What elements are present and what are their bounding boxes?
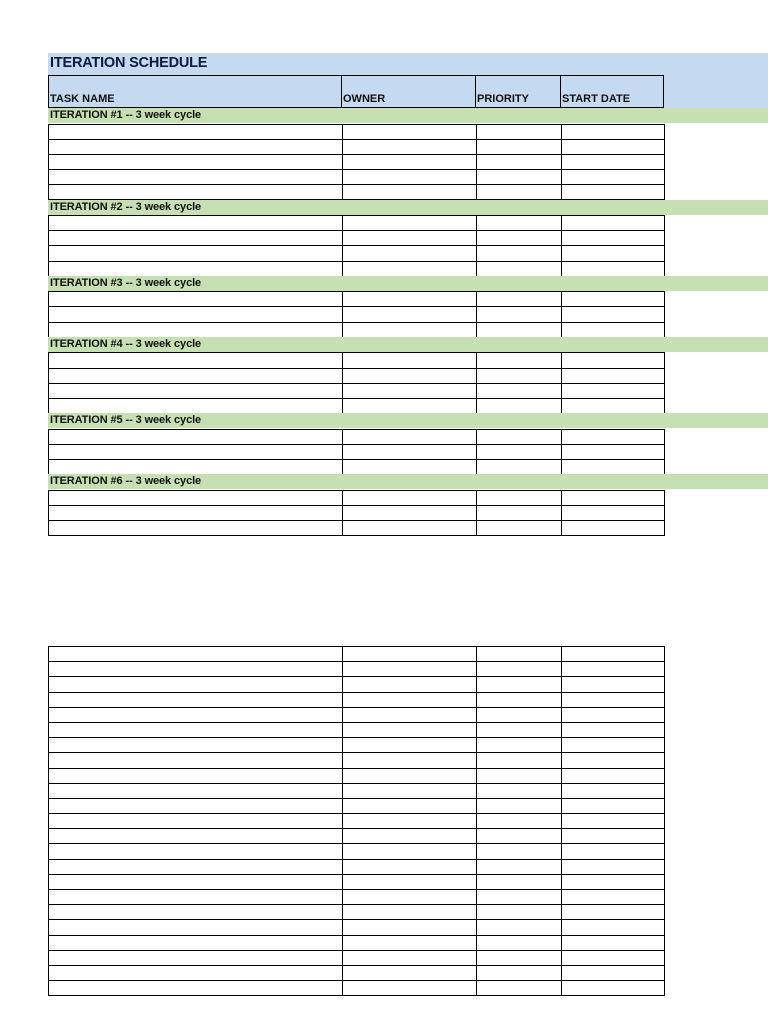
priority-cell[interactable] — [477, 368, 562, 383]
start-date-cell[interactable] — [562, 261, 665, 276]
owner-cell[interactable] — [343, 216, 477, 231]
table-row — [49, 185, 665, 200]
start-date-cell[interactable] — [562, 398, 665, 413]
priority-cell[interactable] — [477, 292, 562, 307]
start-date-cell[interactable] — [562, 429, 665, 444]
task-name-cell[interactable] — [49, 920, 343, 935]
start-date-cell[interactable] — [562, 798, 665, 813]
priority-cell[interactable] — [477, 753, 562, 768]
task-name-cell[interactable] — [49, 292, 343, 307]
task-name-cell[interactable] — [49, 261, 343, 276]
priority-cell[interactable] — [477, 707, 562, 722]
table-row — [49, 383, 665, 398]
owner-cell[interactable] — [343, 662, 477, 677]
iteration-label: ITERATION #3 -- 3 week cycle — [50, 276, 202, 289]
table-row — [49, 124, 665, 139]
start-date-cell[interactable] — [562, 859, 665, 874]
start-date-cell[interactable] — [562, 677, 665, 692]
priority-cell[interactable] — [477, 231, 562, 246]
priority-cell[interactable] — [477, 662, 562, 677]
start-date-cell[interactable] — [562, 829, 665, 844]
task-name-cell[interactable] — [49, 844, 343, 859]
table-row — [49, 829, 665, 844]
start-date-cell[interactable] — [562, 170, 665, 185]
table-row — [49, 965, 665, 980]
start-date-cell[interactable] — [562, 322, 665, 337]
priority-cell[interactable] — [477, 124, 562, 139]
table-row — [49, 707, 665, 722]
task-name-cell[interactable] — [49, 383, 343, 398]
table-row — [49, 890, 665, 905]
task-name-cell[interactable] — [49, 521, 343, 536]
iteration-label: ITERATION #4 -- 3 week cycle — [50, 337, 202, 350]
task-name-cell[interactable] — [49, 231, 343, 246]
start-date-cell[interactable] — [562, 505, 665, 520]
iteration-label: ITERATION #5 -- 3 week cycle — [50, 414, 202, 427]
owner-cell[interactable] — [343, 768, 477, 783]
priority-cell[interactable] — [477, 398, 562, 413]
start-date-cell[interactable] — [562, 216, 665, 231]
priority-cell[interactable] — [477, 429, 562, 444]
owner-cell[interactable] — [343, 965, 477, 980]
owner-cell[interactable] — [343, 981, 477, 996]
priority-cell[interactable] — [477, 139, 562, 154]
owner-cell[interactable] — [343, 460, 477, 475]
task-name-cell[interactable] — [49, 246, 343, 261]
task-name-cell[interactable] — [49, 722, 343, 737]
table-row — [49, 322, 665, 337]
table-row — [49, 292, 665, 307]
iteration-6-table — [48, 490, 665, 537]
priority-cell[interactable] — [477, 383, 562, 398]
start-date-cell[interactable] — [562, 753, 665, 768]
table-row — [49, 753, 665, 768]
owner-cell[interactable] — [343, 798, 477, 813]
task-name-cell[interactable] — [49, 874, 343, 889]
task-name-cell[interactable] — [49, 950, 343, 965]
task-name-cell[interactable] — [49, 905, 343, 920]
table-row — [49, 798, 665, 813]
start-date-cell[interactable] — [562, 154, 665, 169]
column-header-priority: PRIORITY — [475, 75, 561, 108]
iteration-label: ITERATION #1 -- 3 week cycle — [50, 109, 202, 121]
table-row — [49, 368, 665, 383]
priority-cell[interactable] — [477, 307, 562, 322]
table-row — [49, 505, 665, 520]
priority-cell[interactable] — [477, 460, 562, 475]
table-row — [49, 353, 665, 368]
priority-cell[interactable] — [477, 920, 562, 935]
start-date-cell[interactable] — [562, 292, 665, 307]
start-date-cell[interactable] — [562, 738, 665, 753]
start-date-cell[interactable] — [562, 185, 665, 200]
start-date-cell[interactable] — [562, 965, 665, 980]
priority-cell[interactable] — [477, 798, 562, 813]
owner-cell[interactable] — [343, 139, 477, 154]
owner-cell[interactable] — [343, 292, 477, 307]
start-date-cell[interactable] — [562, 353, 665, 368]
iteration-label: ITERATION #6 -- 3 week cycle — [50, 475, 202, 488]
iteration-2-table — [48, 215, 665, 277]
table-row — [49, 859, 665, 874]
table-row — [49, 154, 665, 169]
task-name-cell[interactable] — [49, 444, 343, 459]
start-date-cell[interactable] — [562, 768, 665, 783]
task-name-cell[interactable] — [49, 505, 343, 520]
table-row — [49, 950, 665, 965]
start-date-cell[interactable] — [562, 647, 665, 662]
priority-cell[interactable] — [477, 261, 562, 276]
owner-cell[interactable] — [343, 322, 477, 337]
task-name-cell[interactable] — [49, 783, 343, 798]
table-row — [49, 444, 665, 459]
priority-cell[interactable] — [477, 738, 562, 753]
priority-cell[interactable] — [477, 950, 562, 965]
start-date-cell[interactable] — [562, 521, 665, 536]
table-row — [49, 246, 665, 261]
task-name-cell[interactable] — [49, 154, 343, 169]
page-title: ITERATION SCHEDULE — [50, 55, 208, 71]
start-date-cell[interactable] — [562, 124, 665, 139]
priority-cell[interactable] — [477, 722, 562, 737]
start-date-cell[interactable] — [562, 692, 665, 707]
start-date-cell[interactable] — [562, 368, 665, 383]
start-date-cell[interactable] — [562, 722, 665, 737]
owner-cell[interactable] — [343, 783, 477, 798]
priority-cell[interactable] — [477, 677, 562, 692]
task-name-cell[interactable] — [49, 398, 343, 413]
priority-cell[interactable] — [477, 490, 562, 505]
priority-cell[interactable] — [477, 905, 562, 920]
priority-cell[interactable] — [477, 874, 562, 889]
owner-cell[interactable] — [343, 677, 477, 692]
task-name-cell[interactable] — [49, 216, 343, 231]
task-name-cell[interactable] — [49, 647, 343, 662]
table-row — [49, 935, 665, 950]
priority-cell[interactable] — [477, 521, 562, 536]
table-row — [49, 307, 665, 322]
owner-cell[interactable] — [343, 353, 477, 368]
start-date-cell[interactable] — [562, 460, 665, 475]
start-date-cell[interactable] — [562, 231, 665, 246]
task-name-cell[interactable] — [49, 981, 343, 996]
start-date-cell[interactable] — [562, 844, 665, 859]
owner-cell[interactable] — [343, 521, 477, 536]
priority-cell[interactable] — [477, 829, 562, 844]
task-name-cell[interactable] — [49, 965, 343, 980]
priority-cell[interactable] — [477, 185, 562, 200]
task-name-cell[interactable] — [49, 890, 343, 905]
owner-cell[interactable] — [343, 170, 477, 185]
owner-cell[interactable] — [343, 707, 477, 722]
table-row — [49, 261, 665, 276]
task-name-cell[interactable] — [49, 185, 343, 200]
task-name-cell[interactable] — [49, 859, 343, 874]
table-row — [49, 647, 665, 662]
task-name-cell[interactable] — [49, 460, 343, 475]
priority-cell[interactable] — [477, 768, 562, 783]
priority-cell[interactable] — [477, 246, 562, 261]
iteration-3-table — [48, 291, 665, 338]
owner-cell[interactable] — [343, 935, 477, 950]
table-row — [49, 920, 665, 935]
table-row — [49, 692, 665, 707]
priority-cell[interactable] — [477, 844, 562, 859]
owner-cell[interactable] — [343, 859, 477, 874]
iteration-4-table — [48, 352, 665, 414]
column-header-start-date: START DATE — [560, 75, 664, 108]
owner-cell[interactable] — [343, 647, 477, 662]
task-name-cell[interactable] — [49, 429, 343, 444]
iteration-label: ITERATION #2 -- 3 week cycle — [50, 200, 202, 213]
start-date-cell[interactable] — [562, 814, 665, 829]
task-name-cell[interactable] — [49, 753, 343, 768]
priority-cell[interactable] — [477, 814, 562, 829]
owner-cell[interactable] — [343, 905, 477, 920]
start-date-cell[interactable] — [562, 139, 665, 154]
owner-cell[interactable] — [343, 383, 477, 398]
start-date-cell[interactable] — [562, 444, 665, 459]
owner-cell[interactable] — [343, 844, 477, 859]
owner-cell[interactable] — [343, 429, 477, 444]
priority-cell[interactable] — [477, 859, 562, 874]
task-name-cell[interactable] — [49, 738, 343, 753]
table-row — [49, 874, 665, 889]
task-name-cell[interactable] — [49, 170, 343, 185]
owner-cell[interactable] — [343, 753, 477, 768]
owner-cell[interactable] — [343, 692, 477, 707]
table-row — [49, 677, 665, 692]
table-row — [49, 783, 665, 798]
start-date-cell[interactable] — [562, 490, 665, 505]
start-date-cell[interactable] — [562, 307, 665, 322]
table-row — [49, 521, 665, 536]
start-date-cell[interactable] — [562, 383, 665, 398]
iteration-5-table — [48, 429, 665, 476]
owner-cell[interactable] — [343, 154, 477, 169]
owner-cell[interactable] — [343, 490, 477, 505]
table-row — [49, 844, 665, 859]
table-row — [49, 216, 665, 231]
task-name-cell[interactable] — [49, 662, 343, 677]
task-name-cell[interactable] — [49, 692, 343, 707]
priority-cell[interactable] — [477, 935, 562, 950]
table-row — [49, 814, 665, 829]
priority-cell[interactable] — [477, 783, 562, 798]
owner-cell[interactable] — [343, 444, 477, 459]
owner-cell[interactable] — [343, 231, 477, 246]
start-date-cell[interactable] — [562, 783, 665, 798]
owner-cell[interactable] — [343, 950, 477, 965]
table-row — [49, 139, 665, 154]
task-name-cell[interactable] — [49, 322, 343, 337]
table-row — [49, 905, 665, 920]
priority-cell[interactable] — [477, 353, 562, 368]
priority-cell[interactable] — [477, 890, 562, 905]
owner-cell[interactable] — [343, 185, 477, 200]
priority-cell[interactable] — [477, 216, 562, 231]
start-date-cell[interactable] — [562, 950, 665, 965]
table-row — [49, 738, 665, 753]
start-date-cell[interactable] — [562, 707, 665, 722]
owner-cell[interactable] — [343, 246, 477, 261]
start-date-cell[interactable] — [562, 935, 665, 950]
table-row — [49, 429, 665, 444]
owner-cell[interactable] — [343, 890, 477, 905]
task-name-cell[interactable] — [49, 798, 343, 813]
start-date-cell[interactable] — [562, 981, 665, 996]
priority-cell[interactable] — [477, 965, 562, 980]
owner-cell[interactable] — [343, 505, 477, 520]
owner-cell[interactable] — [343, 398, 477, 413]
task-name-cell[interactable] — [49, 814, 343, 829]
owner-cell[interactable] — [343, 829, 477, 844]
table-row — [49, 768, 665, 783]
table-row — [49, 490, 665, 505]
start-date-cell[interactable] — [562, 890, 665, 905]
table-row — [49, 170, 665, 185]
column-header-owner: OWNER — [341, 75, 476, 108]
priority-cell[interactable] — [477, 444, 562, 459]
blank-table — [48, 646, 665, 996]
task-name-cell[interactable] — [49, 490, 343, 505]
table-row — [49, 722, 665, 737]
task-name-cell[interactable] — [49, 829, 343, 844]
table-row — [49, 981, 665, 996]
start-date-cell[interactable] — [562, 246, 665, 261]
start-date-cell[interactable] — [562, 874, 665, 889]
start-date-cell[interactable] — [562, 920, 665, 935]
column-header-task-name: TASK NAME — [48, 75, 342, 108]
start-date-cell[interactable] — [562, 905, 665, 920]
owner-cell[interactable] — [343, 738, 477, 753]
priority-cell[interactable] — [477, 647, 562, 662]
priority-cell[interactable] — [477, 154, 562, 169]
owner-cell[interactable] — [343, 261, 477, 276]
task-name-cell[interactable] — [49, 768, 343, 783]
iteration-1-table — [48, 124, 665, 201]
task-name-cell[interactable] — [49, 307, 343, 322]
priority-cell[interactable] — [477, 981, 562, 996]
owner-cell[interactable] — [343, 814, 477, 829]
owner-cell[interactable] — [343, 368, 477, 383]
table-row — [49, 662, 665, 677]
table-row — [49, 398, 665, 413]
task-name-cell[interactable] — [49, 707, 343, 722]
priority-cell[interactable] — [477, 322, 562, 337]
owner-cell[interactable] — [343, 307, 477, 322]
start-date-cell[interactable] — [562, 662, 665, 677]
task-name-cell[interactable] — [49, 124, 343, 139]
priority-cell[interactable] — [477, 170, 562, 185]
task-name-cell[interactable] — [49, 935, 343, 950]
owner-cell[interactable] — [343, 920, 477, 935]
owner-cell[interactable] — [343, 722, 477, 737]
table-row — [49, 231, 665, 246]
owner-cell[interactable] — [343, 874, 477, 889]
task-name-cell[interactable] — [49, 368, 343, 383]
table-row — [49, 460, 665, 475]
priority-cell[interactable] — [477, 505, 562, 520]
task-name-cell[interactable] — [49, 677, 343, 692]
task-name-cell[interactable] — [49, 353, 343, 368]
owner-cell[interactable] — [343, 124, 477, 139]
task-name-cell[interactable] — [49, 139, 343, 154]
priority-cell[interactable] — [477, 692, 562, 707]
